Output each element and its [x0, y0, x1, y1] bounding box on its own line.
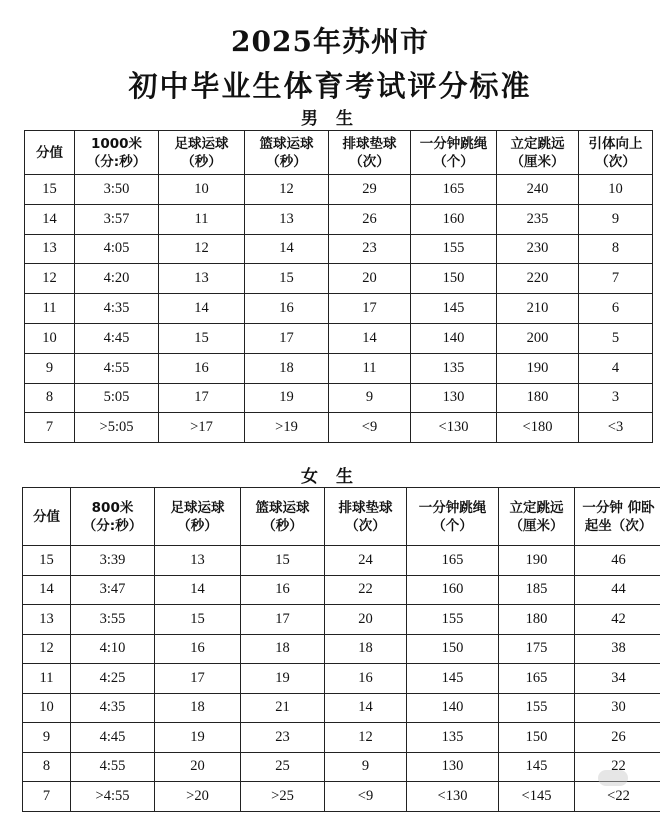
- table-cell: 3: [579, 383, 653, 413]
- table-row: [25, 413, 653, 443]
- table-cell: 17: [155, 664, 241, 694]
- table-cell: 4:05: [75, 234, 159, 264]
- table-cell: 23: [241, 723, 325, 753]
- table-cell: 130: [407, 752, 499, 782]
- table-cell: 25: [241, 752, 325, 782]
- table-cell: 9: [325, 752, 407, 782]
- score-cell: 9: [23, 723, 71, 753]
- table-cell: 230: [497, 234, 579, 264]
- table-cell: 10: [579, 175, 653, 205]
- table-cell: 15: [245, 264, 329, 294]
- table-cell: 7: [579, 264, 653, 294]
- table-cell: <3: [579, 413, 653, 443]
- table-cell: 4:20: [75, 264, 159, 294]
- table-cell: 20: [329, 264, 411, 294]
- document-title-year-city: 2025年苏州市: [231, 25, 429, 58]
- table-row: [23, 693, 660, 723]
- female-header-score: 分值: [23, 488, 71, 546]
- score-cell: 11: [25, 294, 75, 324]
- table-cell: 235: [497, 204, 579, 234]
- score-cell: 15: [25, 175, 75, 205]
- table-cell: 13: [155, 546, 241, 576]
- table-cell: 44: [575, 575, 660, 605]
- table-cell: >20: [155, 782, 241, 812]
- table-cell: 22: [325, 575, 407, 605]
- table-cell: 17: [159, 383, 245, 413]
- table-cell: <22: [575, 782, 660, 812]
- table-cell: 3:50: [75, 175, 159, 205]
- table-cell: 23: [329, 234, 411, 264]
- female-section-title: 女 生: [301, 467, 359, 487]
- table-cell: 3:57: [75, 204, 159, 234]
- table-cell: <180: [497, 413, 579, 443]
- table-cell: 26: [575, 723, 660, 753]
- table-cell: 130: [411, 383, 497, 413]
- table-cell: 9: [329, 383, 411, 413]
- table-cell: 16: [155, 634, 241, 664]
- table-cell: 4:35: [71, 693, 155, 723]
- table-cell: <130: [411, 413, 497, 443]
- table-cell: 155: [407, 605, 499, 635]
- table-cell: 4:55: [71, 752, 155, 782]
- score-cell: 11: [23, 664, 71, 694]
- table-cell: 38: [575, 634, 660, 664]
- female-header-row: [23, 488, 660, 546]
- table-row: [25, 353, 653, 383]
- table-cell: 24: [325, 546, 407, 576]
- table-row: [23, 634, 660, 664]
- table-cell: >17: [159, 413, 245, 443]
- table-row: [25, 294, 653, 324]
- table-cell: 15: [155, 605, 241, 635]
- score-cell: 13: [23, 605, 71, 635]
- table-cell: 17: [245, 323, 329, 353]
- table-cell: 210: [497, 294, 579, 324]
- male-header-pull-ups: 引体向上 （次）: [579, 131, 653, 175]
- table-cell: 6: [579, 294, 653, 324]
- table-cell: 13: [159, 264, 245, 294]
- table-cell: 140: [411, 323, 497, 353]
- document-title-standard: 初中毕业生体育考试评分标准: [128, 69, 532, 103]
- table-cell: 4:35: [75, 294, 159, 324]
- table-cell: 180: [497, 383, 579, 413]
- watermark-badge: [598, 770, 628, 786]
- table-cell: 18: [325, 634, 407, 664]
- table-row: [25, 204, 653, 234]
- table-row: [25, 175, 653, 205]
- table-row: [23, 723, 660, 753]
- table-cell: 145: [411, 294, 497, 324]
- table-cell: 17: [329, 294, 411, 324]
- table-row: [25, 234, 653, 264]
- table-cell: 200: [497, 323, 579, 353]
- table-cell: 4:55: [75, 353, 159, 383]
- female-header-standing-long-jump: 立定跳远 （厘米）: [499, 488, 575, 546]
- score-cell: 10: [23, 693, 71, 723]
- female-header-rope-skipping: 一分钟跳绳 （个）: [407, 488, 499, 546]
- female-score-table: [22, 487, 660, 812]
- score-cell: 8: [25, 383, 75, 413]
- score-cell: 14: [23, 575, 71, 605]
- table-cell: 3:55: [71, 605, 155, 635]
- table-cell: 29: [329, 175, 411, 205]
- score-cell: 12: [23, 634, 71, 664]
- female-header-800m: 800米 （分:秒）: [71, 488, 155, 546]
- male-section-title: 男 生: [301, 109, 359, 129]
- table-cell: 13: [245, 204, 329, 234]
- male-header-1000m: 1000米 （分:秒）: [75, 131, 159, 175]
- female-header-volleyball-pass: 排球垫球 （次）: [325, 488, 407, 546]
- table-cell: 175: [499, 634, 575, 664]
- table-cell: >4:55: [71, 782, 155, 812]
- table-cell: 9: [579, 204, 653, 234]
- table-cell: 135: [407, 723, 499, 753]
- table-cell: 140: [407, 693, 499, 723]
- score-cell: 7: [25, 413, 75, 443]
- table-cell: <9: [329, 413, 411, 443]
- table-cell: 19: [241, 664, 325, 694]
- male-table-body: [25, 175, 653, 443]
- female-table-body: [23, 546, 660, 812]
- table-cell: 4:45: [75, 323, 159, 353]
- table-cell: 160: [407, 575, 499, 605]
- table-cell: 17: [241, 605, 325, 635]
- table-cell: 12: [325, 723, 407, 753]
- male-header-basketball-dribble: 篮球运球 （秒）: [245, 131, 329, 175]
- table-cell: 180: [499, 605, 575, 635]
- score-cell: 14: [25, 204, 75, 234]
- table-cell: 240: [497, 175, 579, 205]
- table-row: [23, 752, 660, 782]
- table-cell: 220: [497, 264, 579, 294]
- table-cell: 190: [497, 353, 579, 383]
- table-cell: 135: [411, 353, 497, 383]
- table-cell: <130: [407, 782, 499, 812]
- table-cell: 22: [575, 752, 660, 782]
- table-cell: 190: [499, 546, 575, 576]
- table-cell: 10: [159, 175, 245, 205]
- table-cell: 4:10: [71, 634, 155, 664]
- table-cell: >5:05: [75, 413, 159, 443]
- table-cell: 30: [575, 693, 660, 723]
- table-cell: 8: [579, 234, 653, 264]
- table-cell: 165: [411, 175, 497, 205]
- table-cell: 15: [241, 546, 325, 576]
- table-cell: 34: [575, 664, 660, 694]
- female-header-football-dribble: 足球运球 （秒）: [155, 488, 241, 546]
- table-cell: 185: [499, 575, 575, 605]
- table-cell: 155: [499, 693, 575, 723]
- table-cell: 155: [411, 234, 497, 264]
- table-cell: 145: [407, 664, 499, 694]
- table-row: [25, 264, 653, 294]
- table-cell: 16: [159, 353, 245, 383]
- table-cell: 16: [241, 575, 325, 605]
- table-cell: 160: [411, 204, 497, 234]
- table-cell: 12: [245, 175, 329, 205]
- table-row: [25, 323, 653, 353]
- table-cell: 20: [325, 605, 407, 635]
- table-cell: 3:47: [71, 575, 155, 605]
- table-cell: <145: [499, 782, 575, 812]
- male-header-volleyball-pass: 排球垫球 （次）: [329, 131, 411, 175]
- table-cell: 21: [241, 693, 325, 723]
- table-row: [25, 383, 653, 413]
- table-cell: 14: [245, 234, 329, 264]
- score-cell: 12: [25, 264, 75, 294]
- table-cell: 16: [245, 294, 329, 324]
- table-cell: 150: [407, 634, 499, 664]
- male-score-table: [24, 130, 653, 443]
- table-cell: 18: [245, 353, 329, 383]
- table-cell: 14: [155, 575, 241, 605]
- table-row: [23, 664, 660, 694]
- table-cell: 11: [159, 204, 245, 234]
- table-cell: >25: [241, 782, 325, 812]
- table-cell: 42: [575, 605, 660, 635]
- table-cell: 5:05: [75, 383, 159, 413]
- table-cell: 14: [329, 323, 411, 353]
- table-cell: 4: [579, 353, 653, 383]
- male-header-standing-long-jump: 立定跳远 （厘米）: [497, 131, 579, 175]
- table-row: [23, 605, 660, 635]
- table-cell: 19: [155, 723, 241, 753]
- table-cell: 26: [329, 204, 411, 234]
- table-cell: 15: [159, 323, 245, 353]
- table-cell: <9: [325, 782, 407, 812]
- table-cell: 20: [155, 752, 241, 782]
- score-cell: 13: [25, 234, 75, 264]
- table-cell: 18: [155, 693, 241, 723]
- table-cell: 18: [241, 634, 325, 664]
- table-cell: 145: [499, 752, 575, 782]
- female-header-basketball-dribble: 篮球运球 （秒）: [241, 488, 325, 546]
- table-cell: 150: [499, 723, 575, 753]
- male-header-rope-skipping: 一分钟跳绳 （个）: [411, 131, 497, 175]
- table-cell: 3:39: [71, 546, 155, 576]
- male-header-football-dribble: 足球运球 （秒）: [159, 131, 245, 175]
- table-cell: 14: [159, 294, 245, 324]
- male-header-score: 分值: [25, 131, 75, 175]
- table-cell: >19: [245, 413, 329, 443]
- table-cell: 165: [407, 546, 499, 576]
- table-row: [23, 782, 660, 812]
- female-header-sit-ups: 一分钟 仰卧 起坐（次）: [575, 488, 660, 546]
- score-cell: 8: [23, 752, 71, 782]
- table-row: [23, 546, 660, 576]
- table-cell: 4:25: [71, 664, 155, 694]
- table-cell: 12: [159, 234, 245, 264]
- table-cell: 19: [245, 383, 329, 413]
- table-cell: 5: [579, 323, 653, 353]
- table-cell: 11: [329, 353, 411, 383]
- table-cell: 150: [411, 264, 497, 294]
- score-cell: 9: [25, 353, 75, 383]
- table-cell: 16: [325, 664, 407, 694]
- table-cell: 46: [575, 546, 660, 576]
- male-header-row: [25, 131, 653, 175]
- score-cell: 7: [23, 782, 71, 812]
- table-cell: 4:45: [71, 723, 155, 753]
- table-row: [23, 575, 660, 605]
- table-cell: 14: [325, 693, 407, 723]
- score-cell: 10: [25, 323, 75, 353]
- score-cell: 15: [23, 546, 71, 576]
- table-cell: 165: [499, 664, 575, 694]
